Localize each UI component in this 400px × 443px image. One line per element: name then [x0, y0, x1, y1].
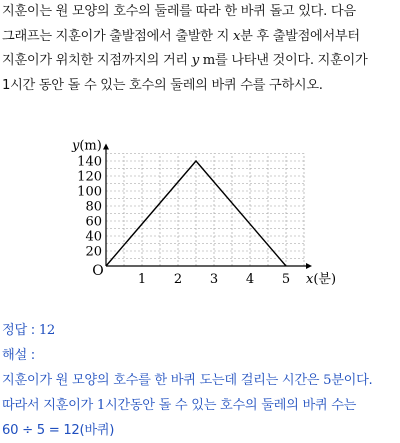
problem-line-2 [2, 25, 400, 50]
x-axis-label: x(분) [306, 272, 337, 287]
explanation-line-1-start: 지훈이가 원 모양의 호수를 한 바퀴 도는데 걸리는 시간은 [2, 373, 324, 388]
explanation-hours: 1 [96, 398, 105, 413]
problem-line-3 [2, 49, 400, 74]
problem-line-2-start: 그래프는 지훈이가 출발점에서 출발한 지 [2, 28, 233, 44]
variable-y: y [191, 53, 199, 68]
explanation-line-2 [2, 393, 400, 418]
y-tick-label: 80 [85, 199, 102, 215]
explanation-label: 해설 : [2, 348, 35, 363]
problem-line-1: 지훈이는 원 모양의 호수의 둘레를 따라 한 바퀴 돌고 있다. 다음 [2, 4, 356, 19]
unit-m: m [198, 53, 215, 68]
explanation-line-1 [2, 368, 400, 393]
problem-line-4: 1시간 동안 돌 수 있는 호수의 둘레의 바퀴 수를 구하시오. [2, 77, 323, 93]
x-tick-label: 4 [245, 272, 255, 287]
x-tick-label: 3 [209, 272, 219, 287]
y-tick-label: 100 [77, 184, 102, 200]
problem-text [2, 0, 400, 98]
answer-section [2, 318, 400, 443]
problem-line-3-start: 지훈이가 위치한 지점까지의 거리 [2, 53, 192, 68]
y-tick-label: 140 [77, 154, 102, 170]
y-axis-label: y(m) [72, 138, 102, 154]
y-tick-label: 120 [77, 169, 102, 185]
x-axis-arrow-icon [306, 263, 312, 269]
explanation-line-3: 60 ÷ 5 = 12(바퀴) [2, 423, 115, 438]
x-tick-label: 1 [137, 272, 147, 287]
variable-x: x [232, 28, 241, 44]
x-tick-label: 5 [281, 272, 291, 287]
answer-line [2, 318, 400, 343]
distance-time-chart [60, 100, 340, 290]
explanation-line-2-end: 시간동안 돌 수 있는 호수의 둘레의 바퀴 수는 [104, 398, 357, 413]
explanation-line-1-end: 분이다. [331, 373, 373, 388]
y-axis-arrow-icon [103, 144, 109, 150]
problem-line-3-end: 를 나타낸 것이다. 지훈이가 [214, 53, 368, 68]
y-tick-label: 40 [85, 229, 102, 245]
problem-line-2-end: 분 후 출발점에서부터 [240, 28, 360, 44]
y-tick-label: 60 [85, 214, 102, 230]
explanation-line-2-start: 따라서 지훈이가 [2, 398, 97, 413]
chart-grid [106, 154, 304, 267]
answer-label: 정답 : [2, 323, 39, 338]
explanation-minutes: 5 [323, 373, 332, 388]
answer-value: 12 [38, 323, 55, 338]
origin-label: O [92, 263, 104, 279]
y-tick-label: 20 [85, 244, 102, 260]
x-tick-label: 2 [173, 272, 183, 287]
